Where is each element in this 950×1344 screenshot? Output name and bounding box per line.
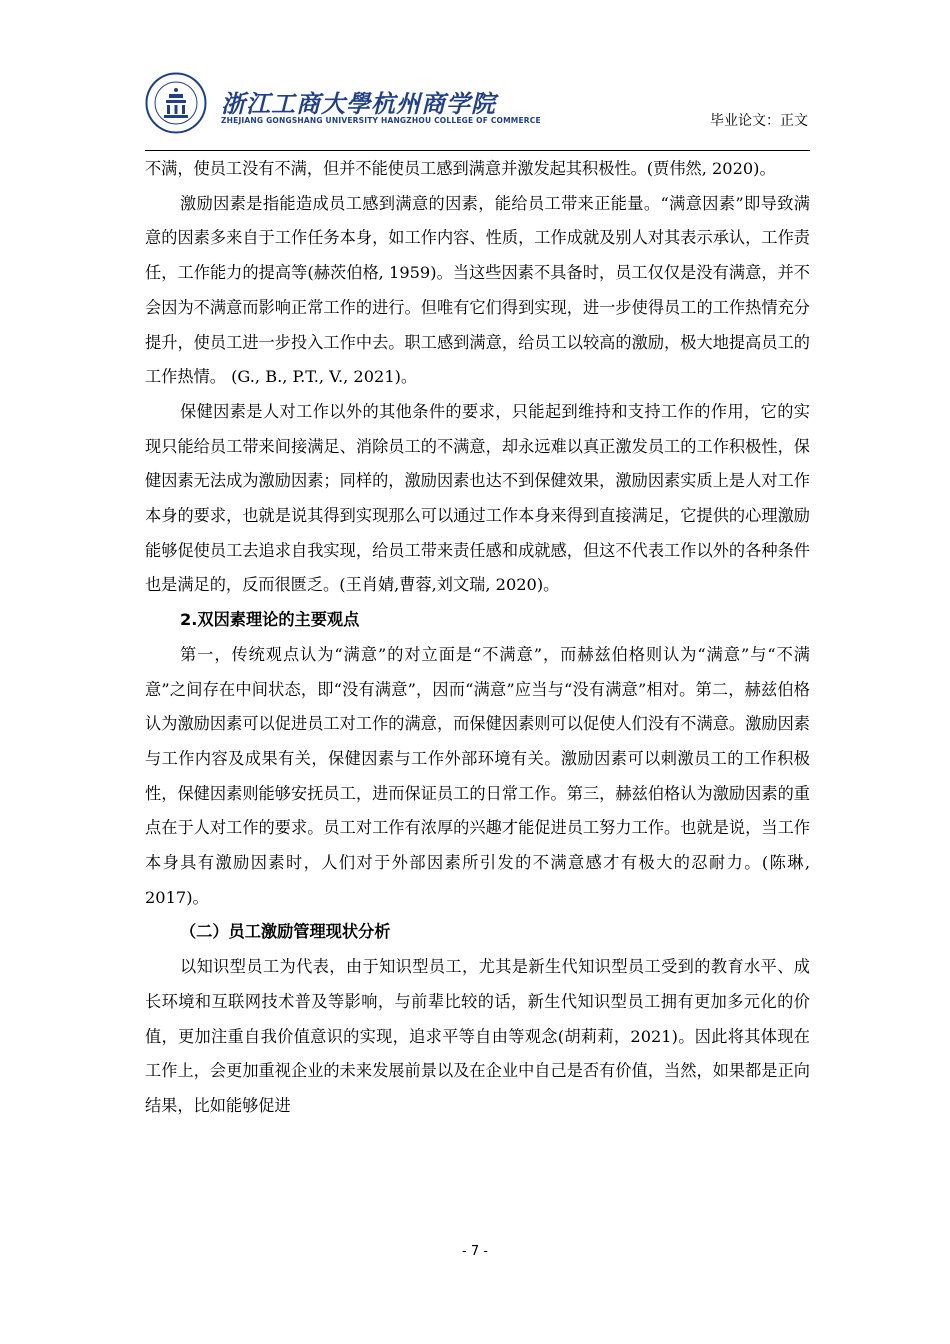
paragraph-main-views: 第一，传统观点认为“满意”的对立面是“不满意”，而赫兹伯格则认为“满意”与“不满意”之间存在中间状态，即“没有满意”，因而“满意”应当与“没有满意”相对。第二，赫兹伯格认为激励因素可以促进员工对工作的满意，而保健因素则可以促使人们没有不满意。激励因素与工作内容及成果有关，保健因素与工作外部环境有关。激励因素可以刺激员工的工作积极性，保健因素则能够安抚员工，进而保证员工的日常工作。第三，赫兹伯格认为激励因素的重点在于人对工作的要求。员工对工作有浓厚的兴趣才能促进员工努力工作。也就是说，当工作本身具有激励因素时，人们对于外部因素所引发的不满意感才有极大的忍耐力。(陈琳, 2017)。 [145, 644, 810, 907]
section-heading-main-views: 2.双因素理论的主要观点 [180, 610, 360, 630]
header-divider [145, 150, 810, 151]
page-header [145, 70, 810, 150]
section-heading-status-analysis: （二）员工激励管理现状分析 [180, 922, 391, 942]
main-body [145, 152, 810, 1124]
paragraph-motivation-factors: 激励因素是指能造成员工感到满意的因素，能给员工带来正能量。“满意因素”即导致满意的因素多来自于工作任务本身，如工作内容、性质，工作成就及别人对其表示承认，工作责任，工作能力的提高等(赫茨伯格, 1959)。当这些因素不具备时，员工仅仅是没有满意，并不会因为不满意而影响正常工作的进行。但唯有它们得到实现，进一步使得员工的工作热情充分提升，使员工进一步投入工作中去。职工感到满意，给员工以较高的激励，极大地提高员工的工作热情。 (G., B., P.T., V., 2021)。 [145, 193, 810, 387]
page-number: - 7 - [462, 1244, 488, 1259]
university-logo-english: ZHEJIANG GONGSHANG UNIVERSITY HANGZHOU COLLEGE OF COMMERCE [221, 116, 541, 125]
document-section-label: 毕业论文：正文 [710, 113, 808, 129]
paragraph-hygiene-factors: 保健因素是人对工作以外的其他条件的要求，只能起到维持和支持工作的作用，它的实现只能给员工带来间接满足、消除员工的不满意，却永远难以真正激发员工的工作积极性，保健因素无法成为激励因素；同样的，激励因素也达不到保健效果，激励因素实质上是人对工作本身的要求，也就是说其得到实现那么可以通过工作本身来得到直接满足，它提供的心理激励能够促使员工去追求自我实现，给员工带来责任感和成就感，但这不代表工作以外的各种条件也是满足的，反而很匮乏。(王肖婧,曹蓉,刘文瑞, 2020)。 [145, 401, 810, 595]
paragraph-status-analysis: 以知识型员工为代表，由于知识型员工，尤其是新生代知识型员工受到的教育水平、成长环境和互联网技术普及等影响，与前辈比较的话，新生代知识型员工拥有更加多元化的价值，更加注重自我价值意识的实现，追求平等自由等观念(胡莉莉，2021)。因此将其体现在工作上，会更加重视企业的未来发展前景以及在企业中自己是否有价值，当然，如果都是正向结果，比如能够促进 [145, 957, 810, 1115]
university-logo-chinese: 浙江工商大學杭州商学院 [221, 90, 496, 118]
paragraph-continued: 不满，使员工没有不满，但并不能使员工感到满意并激发起其积极性。(贾伟然, 2020)。 [145, 159, 776, 178]
university-seal-icon [145, 72, 207, 134]
